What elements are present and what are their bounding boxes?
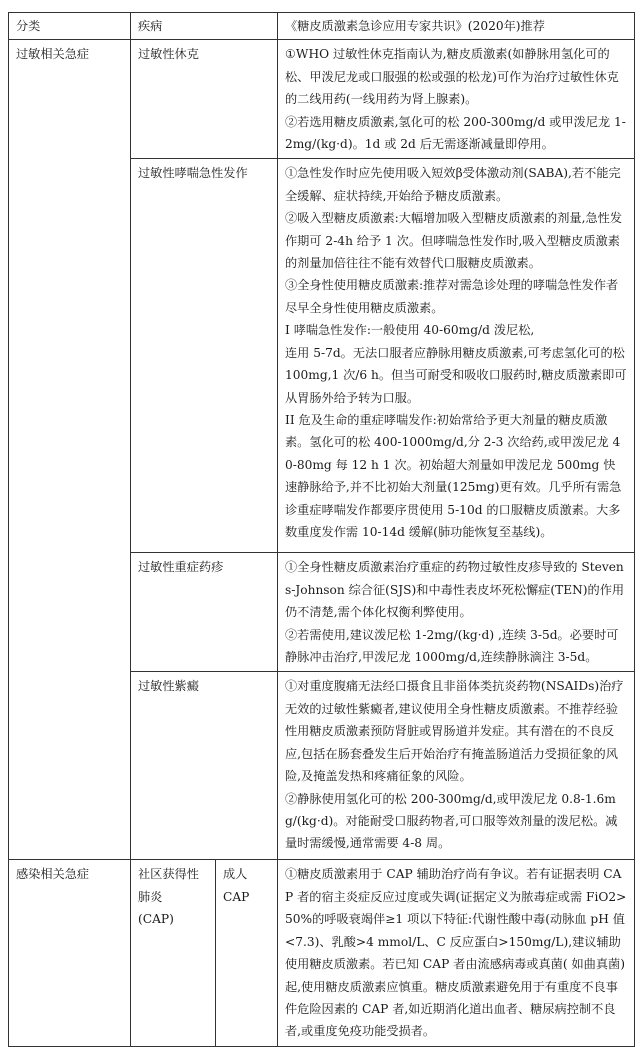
header-recommendation: 《糖皮质激素急诊应用专家共识》(2020年)推荐	[278, 13, 635, 40]
paragraph: ②若选用糖皮质激素,氢化可的松 200-300mg/d 或甲泼尼龙 1-2mg/(kg·d)。1d 或 2d 后无需逐渐减量即停用。	[285, 114, 626, 152]
header-category: 分类	[9, 13, 131, 40]
paragraph: ②静脉使用氢化可的松 200-300mg/d,或甲泼尼龙 0.8-1.6mg/(kg·d)。对能耐受口服药物者,可口服等效剂量的泼尼松。减量时需缓慢,通常需要 4-8 周。	[285, 791, 618, 851]
subtype-cell	[216, 860, 278, 1046]
table-header-row	[9, 13, 635, 40]
disease-cell: 过敏性紫癜	[131, 672, 278, 860]
header-disease: 疾病	[131, 13, 278, 40]
disease-cell: 过敏性哮喘急性发作	[131, 159, 278, 553]
paragraph: ①WHO 过敏性休克指南认为,糖皮质激素(如静脉用氢化可的松、甲泼尼龙或口服强的松或强的松龙)可作为治疗过敏性休克的二线用药(一线用药为肾上腺素)。	[285, 47, 619, 107]
category-cell-allergy: 过敏相关急症	[9, 40, 131, 860]
subtype-line: CAP	[223, 889, 250, 904]
paragraph: II 危及生命的重症哮喘发作:初始常给予更大剂量的糖皮质激素。氢化可的松 400-1000mg/d,分 2-3 次给药,或甲泼尼龙 40-80mg 每 12 h 1 次。初始超大剂量如甲泼尼龙 500mg 快速静脉给予,并不比初始大剂量(125mg)更有效。几乎所有需急诊重症哮喘发作都要序贯使用 5-10d 的口服糖皮质激素。大多数重度发作需 10-14d 缓解(肺功能恢复至基线)。	[285, 412, 622, 539]
table-row	[9, 860, 635, 1046]
paragraph: ①全身性糖皮质激素治疗重症的药物过敏性皮疹导致的 Stevens-Johnson 综合征(SJS)和中毒性表皮坏死松懈症(TEN)的作用仍不清楚,需个体化权衡利弊使用。	[285, 560, 625, 620]
paragraph: ②吸入型糖皮质激素:大幅增加吸入型糖皮质激素的剂量,急性发作期可 2-4h 给予 1 次。但哮喘急性发作时,吸入型糖皮质激素的剂量加倍往往不能有效替代口服糖皮质激素。	[285, 211, 623, 271]
paragraph: ①对重度腹痛无法经口摄食且非甾体类抗炎药物(NSAIDs)治疗无效的过敏性紫癜者,建议使用全身性糖皮质激素。不推荐经验性用糖皮质激素预防肾脏或胃肠道并发症。其有潜在的不良反应,包括在肠套叠发生后开始治疗有掩盖肠道活力受损征象的风险,及掩盖发热和疼痛征象的风险。	[285, 679, 624, 784]
recommendation-cell	[278, 159, 635, 553]
subtype-line: 成人	[223, 867, 248, 882]
paragraph: 连用 5-7d。无法口服者应静脉用糖皮质激素,可考虑氢化可的松 100mg,1 次/6 h。但当可耐受和吸收口服药时,糖皮质激素即可从胃肠外给予转为口服。	[285, 345, 627, 405]
disease-cell: 过敏性重症药疹	[131, 553, 278, 672]
disease-line: 社区获得性	[138, 867, 199, 882]
paragraph: I 哮喘急性发作:一般使用 40-60mg/d 泼尼松,	[285, 323, 535, 338]
recommendation-cell	[278, 40, 635, 159]
paragraph: ③全身性使用糖皮质激素:推荐对需急诊处理的哮喘急性发作者尽早全身性使用糖皮质激素。	[285, 278, 619, 315]
recommendation-cell	[278, 672, 635, 860]
recommendation-cell	[278, 553, 635, 672]
disease-line: (CAP)	[138, 912, 174, 927]
disease-line: 肺炎	[138, 889, 163, 904]
recommendation-cell	[278, 860, 635, 1046]
category-cell-infection: 感染相关急症	[9, 860, 131, 1046]
table-row	[9, 40, 635, 159]
disease-cell: 过敏性休克	[131, 40, 278, 159]
paragraph: ①糖皮质激素用于 CAP 辅助治疗尚有争议。若有证据表明 CAP 者的宿主炎症反应过度或失调(证据定义为脓毒症或需 FiO2>50%的呼吸衰竭伴≥1 项以下特征:代谢性酸中毒(动脉血 pH 值<7.3)、乳酸>4 mmol/L、C 反应蛋白>150mg/L),建议辅助使用糖皮质激素。若已知 CAP 者由流感病毒或真菌( 如曲真菌)起,使用糖皮质激素应慎重。糖皮质激素避免用于有重度不良事件危险因素的 CAP 者,如近期消化道出血者、糖尿病控制不良者,或重度免疫功能受损者。	[285, 867, 627, 1039]
paragraph: ①急性发作时应先使用吸入短效β受体激动剂(SABA),若不能完全缓解、症状持续,开始给予糖皮质激素。	[285, 166, 621, 203]
paragraph: ②若需使用,建议泼尼松 1-2mg/(kg·d) ,连续 3-5d。必要时可静脉冲击治疗,甲泼尼龙 1000mg/d,连续静脉滴注 3-5d。	[285, 627, 619, 665]
disease-cell	[131, 860, 216, 1046]
glucocorticoid-recommendation-table	[8, 12, 635, 1047]
